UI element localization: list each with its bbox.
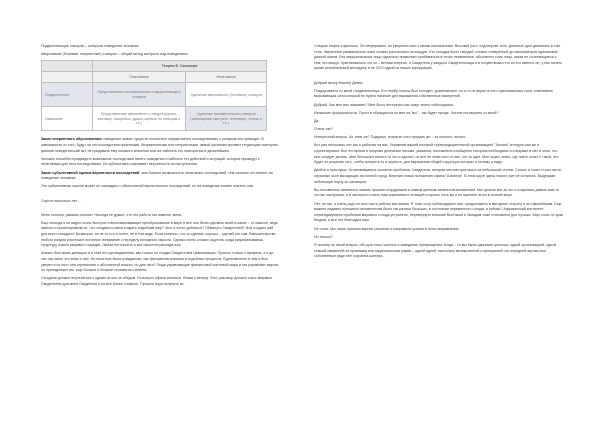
table-header-positive: Позитивное	[93, 72, 186, 83]
table-row	[42, 107, 267, 131]
law-operant-text: : поведение живых существ полностью определяется последствиями, к которым оно приводит. В зависимости от того, будут ли эти последствия приятными, безразличными или неприятными, живой организм проявит тенденцию повторять данный поведенческий акт, не придавать ему никакого значения или же избегать его повторения в дальнейшем.	[41, 137, 279, 153]
dialogue-line: Но только?	[314, 234, 333, 239]
table-cell: Представление аверсивного стимула (ругань, выговор, пощечина, удары, щелчок по пальцам и т.п.)	[93, 107, 186, 131]
law-operant-paragraph	[41, 137, 279, 154]
dialogue-line: Нет, не так, я очень рад что моя часть работы вас важна. Я тоже хочу поблагодарить вас, предоставить в выгодные сторону и это важнейшим. Еще важнее недавно положена человечества было так разных больших, в состоянии переменного голода, а сейчас? Африканский континент перпендикулярно проблема мирового голода устранено, перевернуто влияние Востоком и Западом тоже становится для лучших. Мир стоял от края бездны, и все это благодаря вам.	[314, 201, 564, 223]
dialogue-line: Добрый. Как мне вас называть? Мне было интересно как зовут моего собеседника.	[314, 102, 454, 107]
table-title: Теория Б. Скиннера	[93, 61, 267, 72]
dialogue-line: Поздоровался со мной Свидетельница. Его тембр голоса был холоден, уравновешен, но я то не верил в него чувствовалась сила, повелевать вызывающая сила который не нужно насилие для выражения собственных намерений.	[314, 88, 553, 99]
right-column	[314, 44, 564, 262]
table-header-negative: Негативное	[186, 72, 267, 83]
table-row	[42, 83, 267, 107]
dialogue-line: Излишние формальности. Прост в обращаться ко мне на "вы" - так будет проще. Хотели поговорить со мной?	[314, 110, 499, 115]
paragraph: Человек способен предвидеть возможные последствия своего поведения и избегать тех действий и ситуаций, которые приведут к негативным для него последствиям. Он субъективно оценивает вероятность их наступления.	[41, 156, 260, 167]
opening-paragraph: Створки лифта открылись. Он непрерывно, но уверенно шел к своим назначениям. Высокий рост, подтянутая тело, длинные руки двигались в такт тела. Уверенные размашистые шаги словно рассчитаны на каждую. Его походка было твердой, словно отмеренной до миллиметров одинаковой длиной шагов. Без эмоциональное лицо идеально правильно прибиваться в точно неизменное, абсолютно тоже лицо, никак не сочетающиеся с тем, что вокруг. Чувствовалось что он – вечная энергия, а Свидетели у каждого Свидетельница и в почувствовал что из его именно он, у них ничего кроме региональный менеджер и не CEO одной из ниших корпораций.	[314, 44, 563, 71]
story-paragraph: Сегодняя должен встретиться с одним из них за обедом. Из вопрос офиса Альянса, ближе к вечеру. Этот разговор должен стать впервые. Свидетелем для меня Свидетели и на всё более сложное. Прошла пора получить их.	[41, 276, 273, 286]
dialogue-line: Вы несомненно являетесь нашим лучшим сотрудником и самым ценным капиталом-вложением. Мы ценили все за это и старались давать вам то что вы заслужили, а в частности и весь наш комплимент стоящий стороны, хоть вы и не оценили этого в полной мере.	[314, 187, 559, 198]
table-cell: Представление положительного подкрепляющего стимула	[93, 83, 186, 107]
table-cell: Удаление положительного стимула (запрещение смотреть телевизор, гулять и т.п.)	[186, 107, 267, 131]
law-subjective-paragraph	[41, 171, 279, 182]
table-row-label: Подкрепление	[42, 83, 93, 107]
paragraph: Это субъективная оценка может не совпадать с объективной вероятностью последствий, но на поведение влияет именно она.	[41, 184, 254, 189]
dialogue-line: Да.	[314, 118, 320, 123]
dialogue-line: Интересный вопрос. Ах теме же? Подумал, потратит коти предать же – за полного, ничего.	[314, 135, 467, 140]
left-column	[41, 44, 279, 290]
intro-line: Подкрепляющие стимулы – контроль поведения человека.	[41, 44, 140, 48]
skinner-theory-table	[41, 60, 267, 131]
dialogue-line: Очень так?	[314, 127, 333, 132]
time-skip-line: Спустя несколько лет…	[41, 198, 81, 203]
dialogue-line: Вот уже несколько лет как я работаю на вас. Управляю вашей половой трансжедицательной организацией "Альянс" которую сам же и спроектировал. Все это время я получаю денежные письма, указания, поставлено сообщение которым необходимо я следовал в них в этом, что мне следует делать. Мне беспокоит меня в то что я сделал, но все не знаю чего от них, что то идет. Мне нужно знать, где никто стоял с такой, это будет из решения того, чтобы потерять то и оценить, для выражения общей структуры которых и почему и надо.	[314, 143, 559, 165]
table-corner	[42, 61, 93, 72]
story-paragraph: Альянс был моим детищем и я стал его руководителем, как только он создан Свидетелем Цивилизации. Прошло только с времени, а я до сих пор мало что знаю о них. Не поняться были граждански, как феноменов влияния в подобные процессы. Единственное в чем я был уверен в их пост они стремились к абсолютной власти, но для чего? Люди управляющие финансовой системой мира и так управляют миром, он принадлежит им, еще больше и больше стремятся к власти.	[41, 251, 279, 273]
table-cell: Удаление аверсивного (болевого) стимула	[186, 83, 267, 107]
law-subjective-text: : чем больше возможность негативных последствий, тем сильнее это влияет на поведение человека.	[41, 170, 273, 181]
dialogue-line: Двойте я прислуша. Установившиеся галоклон проблема: Свидетели, история жестом пригласил за небольшой столик. Столик и стоил стоял около огромных окон выходящих на ночной город. Верхние этажи положения офиса "Альянса". В этом круге здесь никого уже не осталось. Выдержав небольшую паузу он заговорил:	[314, 168, 562, 184]
law-operant-title: Закон оперантного обусловления	[41, 137, 102, 142]
dialogue-line: Не стоит. Мы лишь приняли верное решение и направили усилия в этом направлении.	[314, 226, 460, 231]
intro-line: Аверсивные (болевые, неприятные) стимулы – общий метод контроля над поведением.	[41, 52, 189, 57]
dialogue-line: Добрый вечер Мистер Девин.	[314, 80, 364, 85]
table-row-label: Наказание	[42, 107, 93, 131]
table-header-empty	[42, 72, 93, 83]
dialogue-line: Я почему на такой вопрос, ибо для этого частное и заведение превращения. Когда – то мы были одинокие цельных, одной организацией, одной семьей связанной не кровными или национальным узами – одной идеей, настолько великолепной и прекрасной что передней жертвы все собственные ради неё сохранна шинера...	[314, 242, 557, 259]
law-subjective-title: Закон субъективной оценки вероятности последствий	[41, 170, 140, 175]
story-paragraph: Меня поносят, уважаю поносят. Никогда не думал, что это работа так изменит меня.	[41, 212, 183, 217]
story-paragraph: Еще никогда я не видел столь быстрое и всеохватывающее преобразование в мире и все они были сделаны моей в какие – то смысле, ведь именно я проектировала их. Что сподвигло меня создать подобный мир? Чего я хотел добиться? Обмануть Свидетелей? Или создать рай для всех и каждого? Возможно, но не то что я хотел, не в том виде. Если конечно, что-то сделать хорошо – сделай это сам. Вмешательство любого разума уничтожит истинное понимание к переделу исходного смысла. Однако очень сложно ощутить когда разрабатываешь структуру нового мирового порядка. Любая неточность и все начнется распадаться.	[41, 220, 278, 248]
